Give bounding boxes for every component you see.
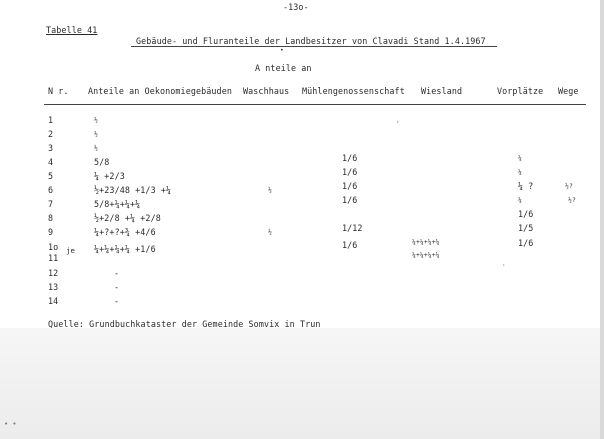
row-nr: 7: [48, 199, 54, 209]
title-underline: [131, 46, 497, 47]
page-number: -13o-: [283, 2, 309, 12]
cell-oekonomie: -: [114, 282, 120, 292]
cell-waschhaus: ½: [268, 228, 272, 236]
row-nr: 14: [48, 296, 59, 306]
cell-vorplaetze: ¼: [518, 196, 522, 204]
cell-oekonomie: 5/8+¼+¼+¼: [94, 199, 141, 209]
row-nr: 6: [48, 185, 54, 195]
cell-wege: ½?: [565, 182, 573, 190]
cell-waschhaus: ½: [268, 186, 272, 194]
title-mark: •: [280, 47, 284, 54]
scan-speck: ·: [502, 262, 506, 269]
col-header-wege: Wege: [558, 86, 579, 96]
source-note: Quelle: Grundbuchkataster der Gemeinde Somvix in Trun: [48, 319, 321, 329]
scan-artifact: • •: [4, 420, 17, 428]
cell-oekonomie: ¼+¼+¼+¼ +1/6: [94, 244, 156, 254]
row-nr: 13: [48, 282, 59, 292]
cell-vorplaetze: ¼ ?: [518, 181, 534, 191]
col-header-vorplaetze: Vorplätze: [497, 86, 544, 96]
header-rule: [44, 104, 586, 105]
cell-vorplaetze: 1/5: [518, 223, 534, 233]
scan-speck: ·: [396, 119, 400, 126]
cell-muehle: 1/12: [342, 223, 363, 233]
row-nr: 1o: [48, 242, 59, 252]
cell-wiesland: ¼+¼+¼+¼: [412, 251, 440, 259]
cell-oekonomie: ¼+?+?+¾ +4/6: [94, 227, 156, 237]
cell-muehle: 1/6: [342, 167, 358, 177]
cell-oekonomie: ½: [94, 116, 98, 124]
col-header-waschhaus: Waschhaus: [243, 86, 290, 96]
row-nr: 11: [48, 253, 59, 263]
cell-vorplaetze: ¼: [518, 168, 522, 176]
cell-oekonomie: ½+2/8 +¼ +2/8: [94, 213, 161, 223]
cell-oekonomie: ½+23/48 +1/3 +¼: [94, 185, 172, 195]
scan-edge: [600, 0, 604, 439]
row-nr: 1: [48, 115, 54, 125]
bracket-label: je: [66, 246, 76, 255]
cell-oekonomie: -: [114, 296, 120, 306]
cell-vorplaetze: ¼: [518, 154, 522, 162]
row-nr: 3: [48, 143, 54, 153]
cell-oekonomie: -: [114, 268, 120, 278]
cell-muehle: 1/6: [342, 240, 358, 250]
cell-oekonomie: 5/8: [94, 157, 110, 167]
cell-wiesland: ¼+¼+¼+¼: [412, 238, 440, 246]
row-nr: 5: [48, 171, 54, 181]
scan-shadow: [0, 328, 604, 439]
table-label: Tabelle 41: [46, 25, 98, 35]
row-nr: 4: [48, 157, 54, 167]
cell-oekonomie: ¼ +2/3: [94, 171, 125, 181]
cell-vorplaetze: 1/6: [518, 209, 534, 219]
row-nr: 9: [48, 227, 54, 237]
cell-vorplaetze: 1/6: [518, 238, 534, 248]
cell-muehle: 1/6: [342, 181, 358, 191]
row-nr: 2: [48, 129, 54, 139]
col-header-muehle: Mühlengenossenschaft: [302, 86, 405, 96]
table-title: Gebäude- und Fluranteile der Landbesitzer von Clavadi Stand 1.4.1967: [136, 36, 486, 46]
row-nr: 8: [48, 213, 54, 223]
cell-muehle: 1/6: [342, 153, 358, 163]
col-header-wiesland: Wiesland: [421, 86, 463, 96]
row-nr: 12: [48, 268, 59, 278]
cell-oekonomie: ½: [94, 130, 98, 138]
cell-muehle: 1/6: [342, 195, 358, 205]
cell-wege: ½?: [568, 196, 576, 204]
cell-oekonomie: ½: [94, 144, 98, 152]
subheading: A nteile an: [255, 63, 312, 73]
col-header-nr: N r.: [48, 86, 69, 96]
col-header-oekonomie: Anteile an Oekonomiegebäuden: [88, 86, 232, 96]
